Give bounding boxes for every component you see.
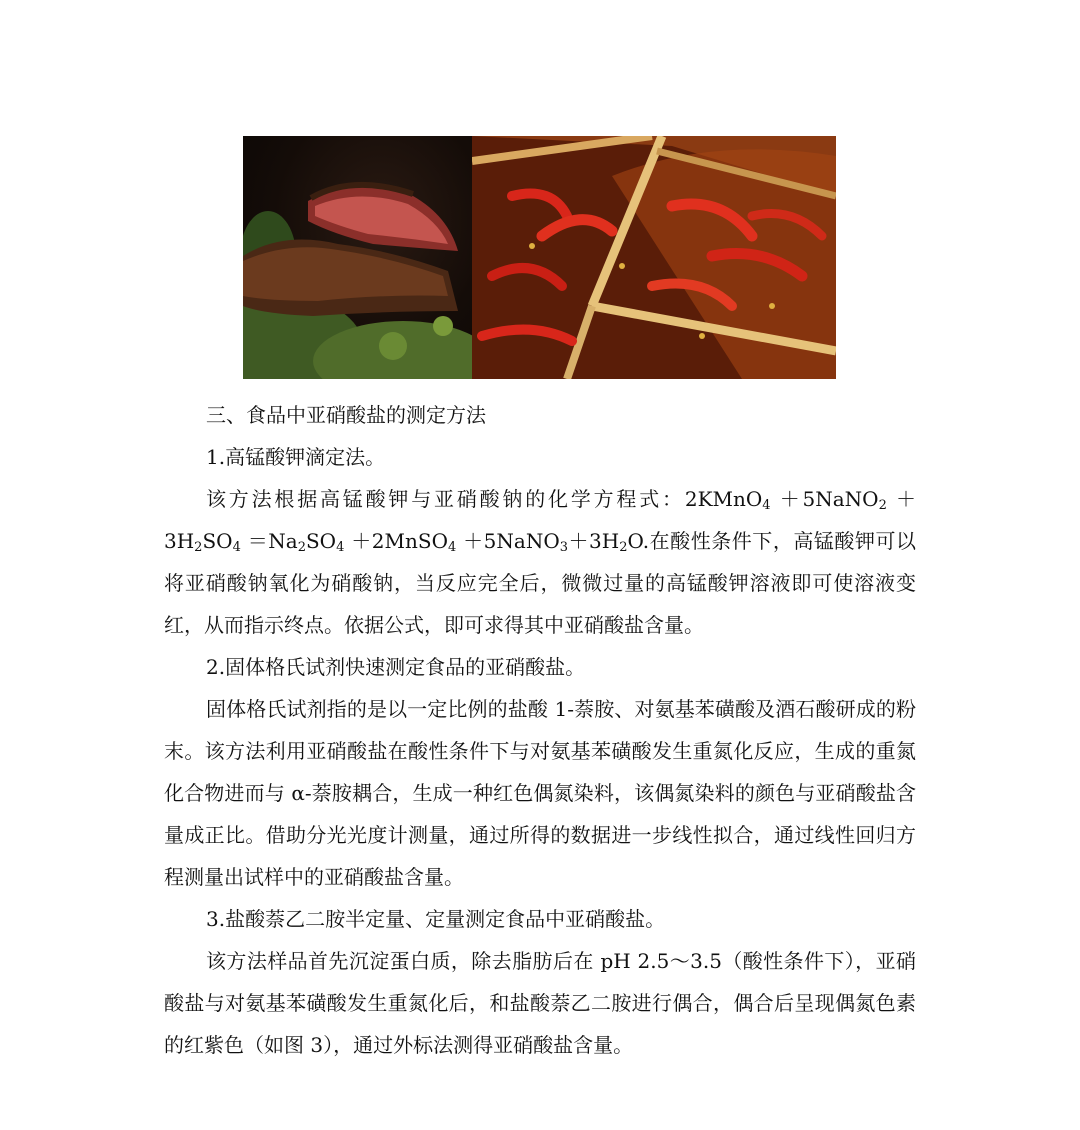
- method2-title: 2.固体格氏试剂快速测定食品的亚硝酸盐。: [206, 655, 586, 679]
- section-title: 三、食品中亚硝酸盐的测定方法: [206, 403, 486, 427]
- method1-title: 1.高锰酸钾滴定法。: [206, 445, 386, 469]
- eq-text: ＋ 3H: [164, 487, 917, 553]
- method1-intro: 该方法根据高锰酸钾与亚硝酸钠的化学方程式：2KMnO: [206, 487, 763, 511]
- eq-text: ＋5NaNO: [770, 487, 879, 511]
- eq-text: SO: [305, 529, 337, 553]
- eq-text: O: [627, 529, 643, 553]
- article-body: [164, 394, 916, 1066]
- photo-strip: [243, 136, 836, 379]
- eq-text: SO: [202, 529, 233, 553]
- steak-photo: [243, 136, 472, 379]
- hotpot-photo: [472, 136, 836, 379]
- eq-text: ＋5NaNO: [456, 529, 560, 553]
- method2-paragraph: 固体格氏试剂指的是以一定比例的盐酸 1-萘胺、对氨基苯磺酸及酒石酸研成的粉末。该方法利用亚硝酸盐在酸性条件下与对氨基苯磺酸发生重氮化反应，生成的重氮化合物进而与 α-萘胺耦合，生成一种红色偶氮染料，该偶氮染料的颜色与亚硝酸盐含量成正比。借助分光光度计测量，通过所得的数据进一步线性拟合，通过线性回归方程测量出试样中的亚硝酸盐含量。: [164, 697, 916, 889]
- eq-sub: 2: [878, 498, 887, 513]
- method1-rest: .在酸性条件下，高锰酸钾可以将亚硝酸钠氧化为硝酸钠，当反应完全后，微微过量的高锰酸钾溶液即可使溶液变红，从而指示终点。依据公式，即可求得其中亚硝酸盐含量。: [164, 529, 917, 637]
- eq-sub: 4: [762, 498, 771, 513]
- eq-sub: 2: [619, 540, 628, 555]
- eq-text: ＋2MnSO: [344, 529, 448, 553]
- eq-sub: 2: [194, 540, 203, 555]
- eq-sub: 4: [447, 540, 457, 555]
- eq-sub: 3: [559, 540, 568, 555]
- eq-sub: 4: [336, 540, 345, 555]
- method3-paragraph: 该方法样品首先沉淀蛋白质，除去脂肪后在 pH 2.5～3.5（酸性条件下），亚硝酸盐与对氨基苯磺酸发生重氮化后，和盐酸萘乙二胺进行偶合，偶合后呈现偶氮色素的红紫色（如图 3），通过外标法测得亚硝酸盐含量。: [164, 949, 916, 1057]
- eq-text: ＝Na: [240, 529, 298, 553]
- eq-sub: 4: [232, 540, 241, 555]
- method1-paragraph: [164, 478, 916, 646]
- method3-title: 3.盐酸萘乙二胺半定量、定量测定食品中亚硝酸盐。: [206, 907, 666, 931]
- eq-sub: 2: [297, 540, 306, 555]
- eq-text: ＋3H: [568, 529, 620, 553]
